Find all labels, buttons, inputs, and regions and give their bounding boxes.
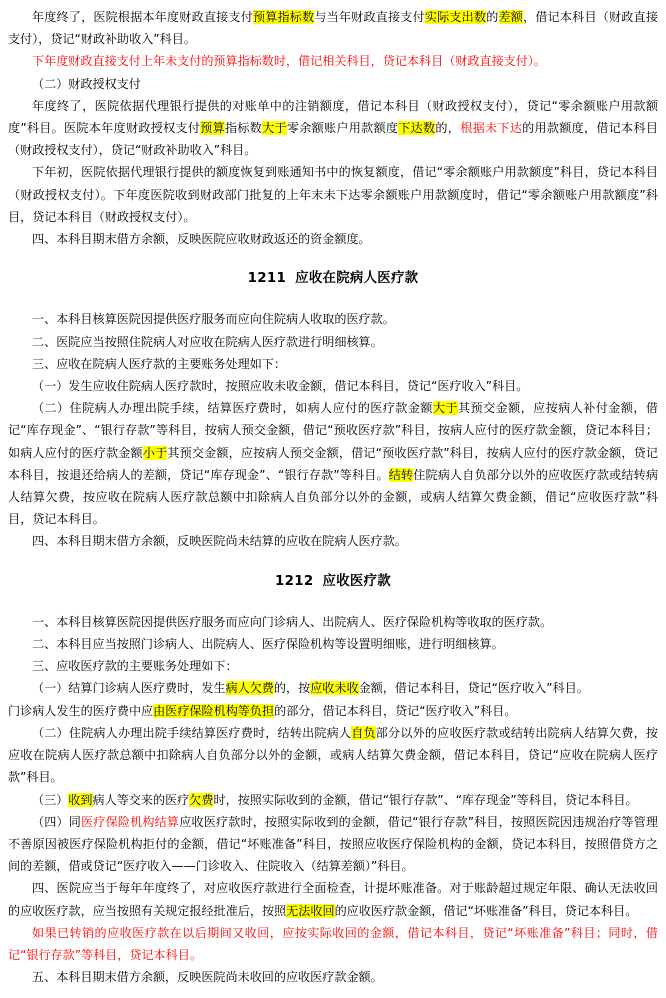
highlighted-text: 收到 [68, 792, 93, 807]
body-text: 病人等交来的医疗 [92, 792, 190, 807]
body-text: （四）同 [32, 814, 82, 829]
body-text: 二、本科目应当按照门诊病人、出院病人、医疗保险机构等设置明细账，进行明细核算。 [32, 637, 504, 652]
body-text: ，借记本科目（财政直接支付），贷记“财政补助收入”科目。 [8, 10, 658, 47]
highlighted-text: 自负 [351, 725, 376, 740]
paragraph [8, 353, 658, 375]
section-heading-1211 [8, 268, 658, 290]
body-text: 金额，借记本科目，贷记“医疗收入”科目。 [358, 681, 589, 696]
paragraph [8, 700, 658, 722]
paragraph [8, 877, 658, 921]
highlighted-text: 预算 [200, 121, 225, 136]
paragraph [8, 922, 658, 966]
red-emphasis-text: 根据未下达 [460, 121, 523, 136]
body-text: 零余额账户用款额度 [286, 121, 399, 136]
body-text: 年度终了，医院根据本年度财政直接支付 [32, 10, 253, 24]
body-text: 应收医疗款时，按照实际收到的金额，借记“银行存款”科目，按照医院因违规治疗等管理不善原因被医疗保险机构拒付的金额，借记“坏账准备”科目，按照应收医疗保险机构的金额，贷记本科目，按照借贷方之间的差额，借或贷记“医疗收入——门诊收入、住院收入（结算差额）”科目。 [8, 814, 658, 874]
paragraph [8, 722, 658, 789]
heading-title: 应收医疗款 [322, 573, 391, 589]
section-heading-1212 [8, 571, 658, 593]
document-content [8, 6, 658, 988]
paragraph [8, 811, 658, 878]
body-text: 其预交金额，应按病人补付金额，借记“库存现金”、“银行存款”等科目，按病人预交金额，借记“预收医疗款”科目，按病人应付的医疗款金额，贷记本科目；如病人应付的医疗款金额 [8, 401, 658, 460]
body-text: （一）结算门诊病人医疗费时，发生 [32, 681, 226, 696]
body-text: 的 [486, 10, 499, 24]
paragraph [8, 375, 658, 397]
body-text: 门诊病人发生的医疗费中应 [8, 703, 154, 718]
red-emphasis-text: 医疗保险机构结算 [81, 814, 180, 829]
body-text: 指标数 [224, 121, 263, 136]
paragraph [8, 611, 658, 633]
body-text: （一）发生应收住院病人医疗款时，按照应收未收金额，借记本科目，贷记“医疗收入”科目。 [32, 379, 529, 394]
body-text: 三、应收医疗款的主要账务处理如下： [32, 659, 238, 674]
body-text: 下年初，医院依据代理银行提供的额度恢复到账通知书中的恢复额度，借记“零余额账户用款额度”科目，贷记本科目（财政授权支付）。下年度医院收到财政部门批复的上年末未下达零余额账户用款额度时，借记“零余额账户用款额度”科目，贷记本科目（财政授权支付）。 [8, 165, 658, 224]
paragraph [8, 228, 658, 250]
highlighted-text: 实际支出数 [424, 10, 487, 24]
paragraph [8, 397, 658, 530]
paragraph [8, 677, 658, 699]
red-emphasis-text: 如果已转销的应收医疗款在以后期间又收回，应按实际收回的金额，借记本科目，贷记“坏账准备”科目；同时，借记“银行存款”等科目，贷记本科目。 [8, 925, 658, 962]
body-text: 的用款额度，借记本科目（财政授权支付），贷记“财政补助收入”科目。 [8, 121, 658, 158]
body-text: 年度终了，医院依据代理银行提供的对账单中的注销额度，借记本科目（财政授权支付），贷记“零余额账户用款额度”科目。医院本年度财政授权支付 [8, 98, 658, 136]
highlighted-text: 差额 [498, 10, 524, 24]
body-text: 其预交金额，应按病人预交金额，借记“预收医疗款”科目，按病人应付的医疗款金额，贷记本科目，按退还给病人的差额，贷记“库存现金”、“银行存款”等科目。 [8, 445, 658, 482]
body-text: 的， [435, 121, 461, 136]
highlighted-text: 应收未收 [310, 681, 359, 696]
body-text: 与当年财政直接支付 [314, 10, 425, 24]
heading-number: 1211 [247, 271, 287, 287]
body-text: （二）住院病人办理出院手续，结算医疗费时，如病人应付的医疗款金额 [32, 401, 433, 416]
body-text: 的部分，借记本科目，贷记“医疗收入”科目。 [274, 703, 517, 718]
paragraph [8, 6, 658, 50]
red-emphasis-text: 下年度财政直接支付上年未支付的预算指标数时，借记相关科目，贷记本科目（财政直接支付）。 [32, 54, 546, 69]
heading-text [8, 571, 658, 593]
heading-number: 1212 [275, 573, 314, 589]
highlighted-text: 结转 [388, 467, 414, 482]
body-text: 二、医院应当按照住院病人对应收在院病人医疗款进行明细核算。 [32, 334, 383, 349]
body-text: 住院病人自负部分以外的应收医疗款或结转病人结算欠费，按应收在院病人医疗款总额中扣除病人自负部分以外的金额，或病人结算欠费金额，借记“应收医疗款”科目，贷记本科目。 [8, 467, 658, 527]
paragraph [8, 530, 658, 552]
paragraph [8, 331, 658, 353]
highlighted-text: 小于 [142, 445, 168, 460]
body-text: 一、本科目核算医院因提供医疗服务而应向门诊病人、出院病人、医疗保险机构等收取的医疗款。 [32, 614, 553, 629]
paragraph [8, 73, 658, 95]
paragraph [8, 95, 658, 162]
highlighted-text: 大于 [262, 121, 287, 136]
body-text: 的，按 [273, 681, 311, 696]
heading-title: 应收在院病人医疗款 [295, 271, 419, 287]
body-text: 四、本科目期末借方余额，反映医院应收财政返还的资金额度。 [32, 232, 371, 247]
paragraph [8, 308, 658, 330]
body-text: （三） [32, 792, 69, 807]
highlighted-text: 由医疗保险机构等负担 [153, 703, 275, 718]
paragraph [8, 50, 658, 72]
body-text: （二）住院病人办理出院手续结算医疗费时，结转出院病人 [32, 725, 352, 740]
paragraph [8, 966, 658, 988]
body-text: （二）财政授权支付 [32, 76, 141, 91]
highlighted-text: 大于 [432, 401, 458, 416]
highlighted-text: 无法收回 [286, 903, 335, 918]
heading-text [8, 268, 658, 290]
paragraph [8, 789, 658, 811]
highlighted-text: 下达数 [398, 121, 436, 136]
body-text: 的应收医疗款金额，借记“坏账准备”科目，贷记本科目。 [334, 903, 638, 918]
paragraph [8, 161, 658, 228]
body-text: 四、医院应当于每年年度终了，对应收医疗款进行全面检查，计提坏账准备。对于账龄超过规定年限、确认无法收回的应收医疗款，应当按照有关规定报经批准后，按照 [8, 881, 658, 918]
paragraph [8, 633, 658, 655]
body-text: 部分以外的应收医疗款或结转出院病人结算欠费，按应收在院病人医疗款总额中扣除病人自负部分以外的金额，或病人结算欠费金额，借记本科目，贷记“应收在院病人医疗款”科目。 [8, 725, 658, 785]
body-text: 一、本科目核算医院因提供医疗服务而应向住院病人收取的医疗款。 [32, 312, 395, 327]
highlighted-text: 病人欠费 [225, 681, 274, 696]
body-text: 五、本科目期末借方余额，反映医院尚未收回的应收医疗款金额。 [32, 970, 383, 985]
paragraph [8, 655, 658, 677]
body-text: 时，按照实际收到的金额，借记“银行存款”、“库存现金”等科目，贷记本科目。 [213, 792, 638, 807]
highlighted-text: 预算指标数 [252, 10, 315, 24]
body-text: 三、应收在院病人医疗款的主要账务处理如下： [32, 356, 286, 371]
highlighted-text: 欠费 [189, 792, 214, 807]
body-text: 四、本科目期末借方余额，反映医院尚未结算的应收在院病人医疗款。 [32, 534, 407, 549]
